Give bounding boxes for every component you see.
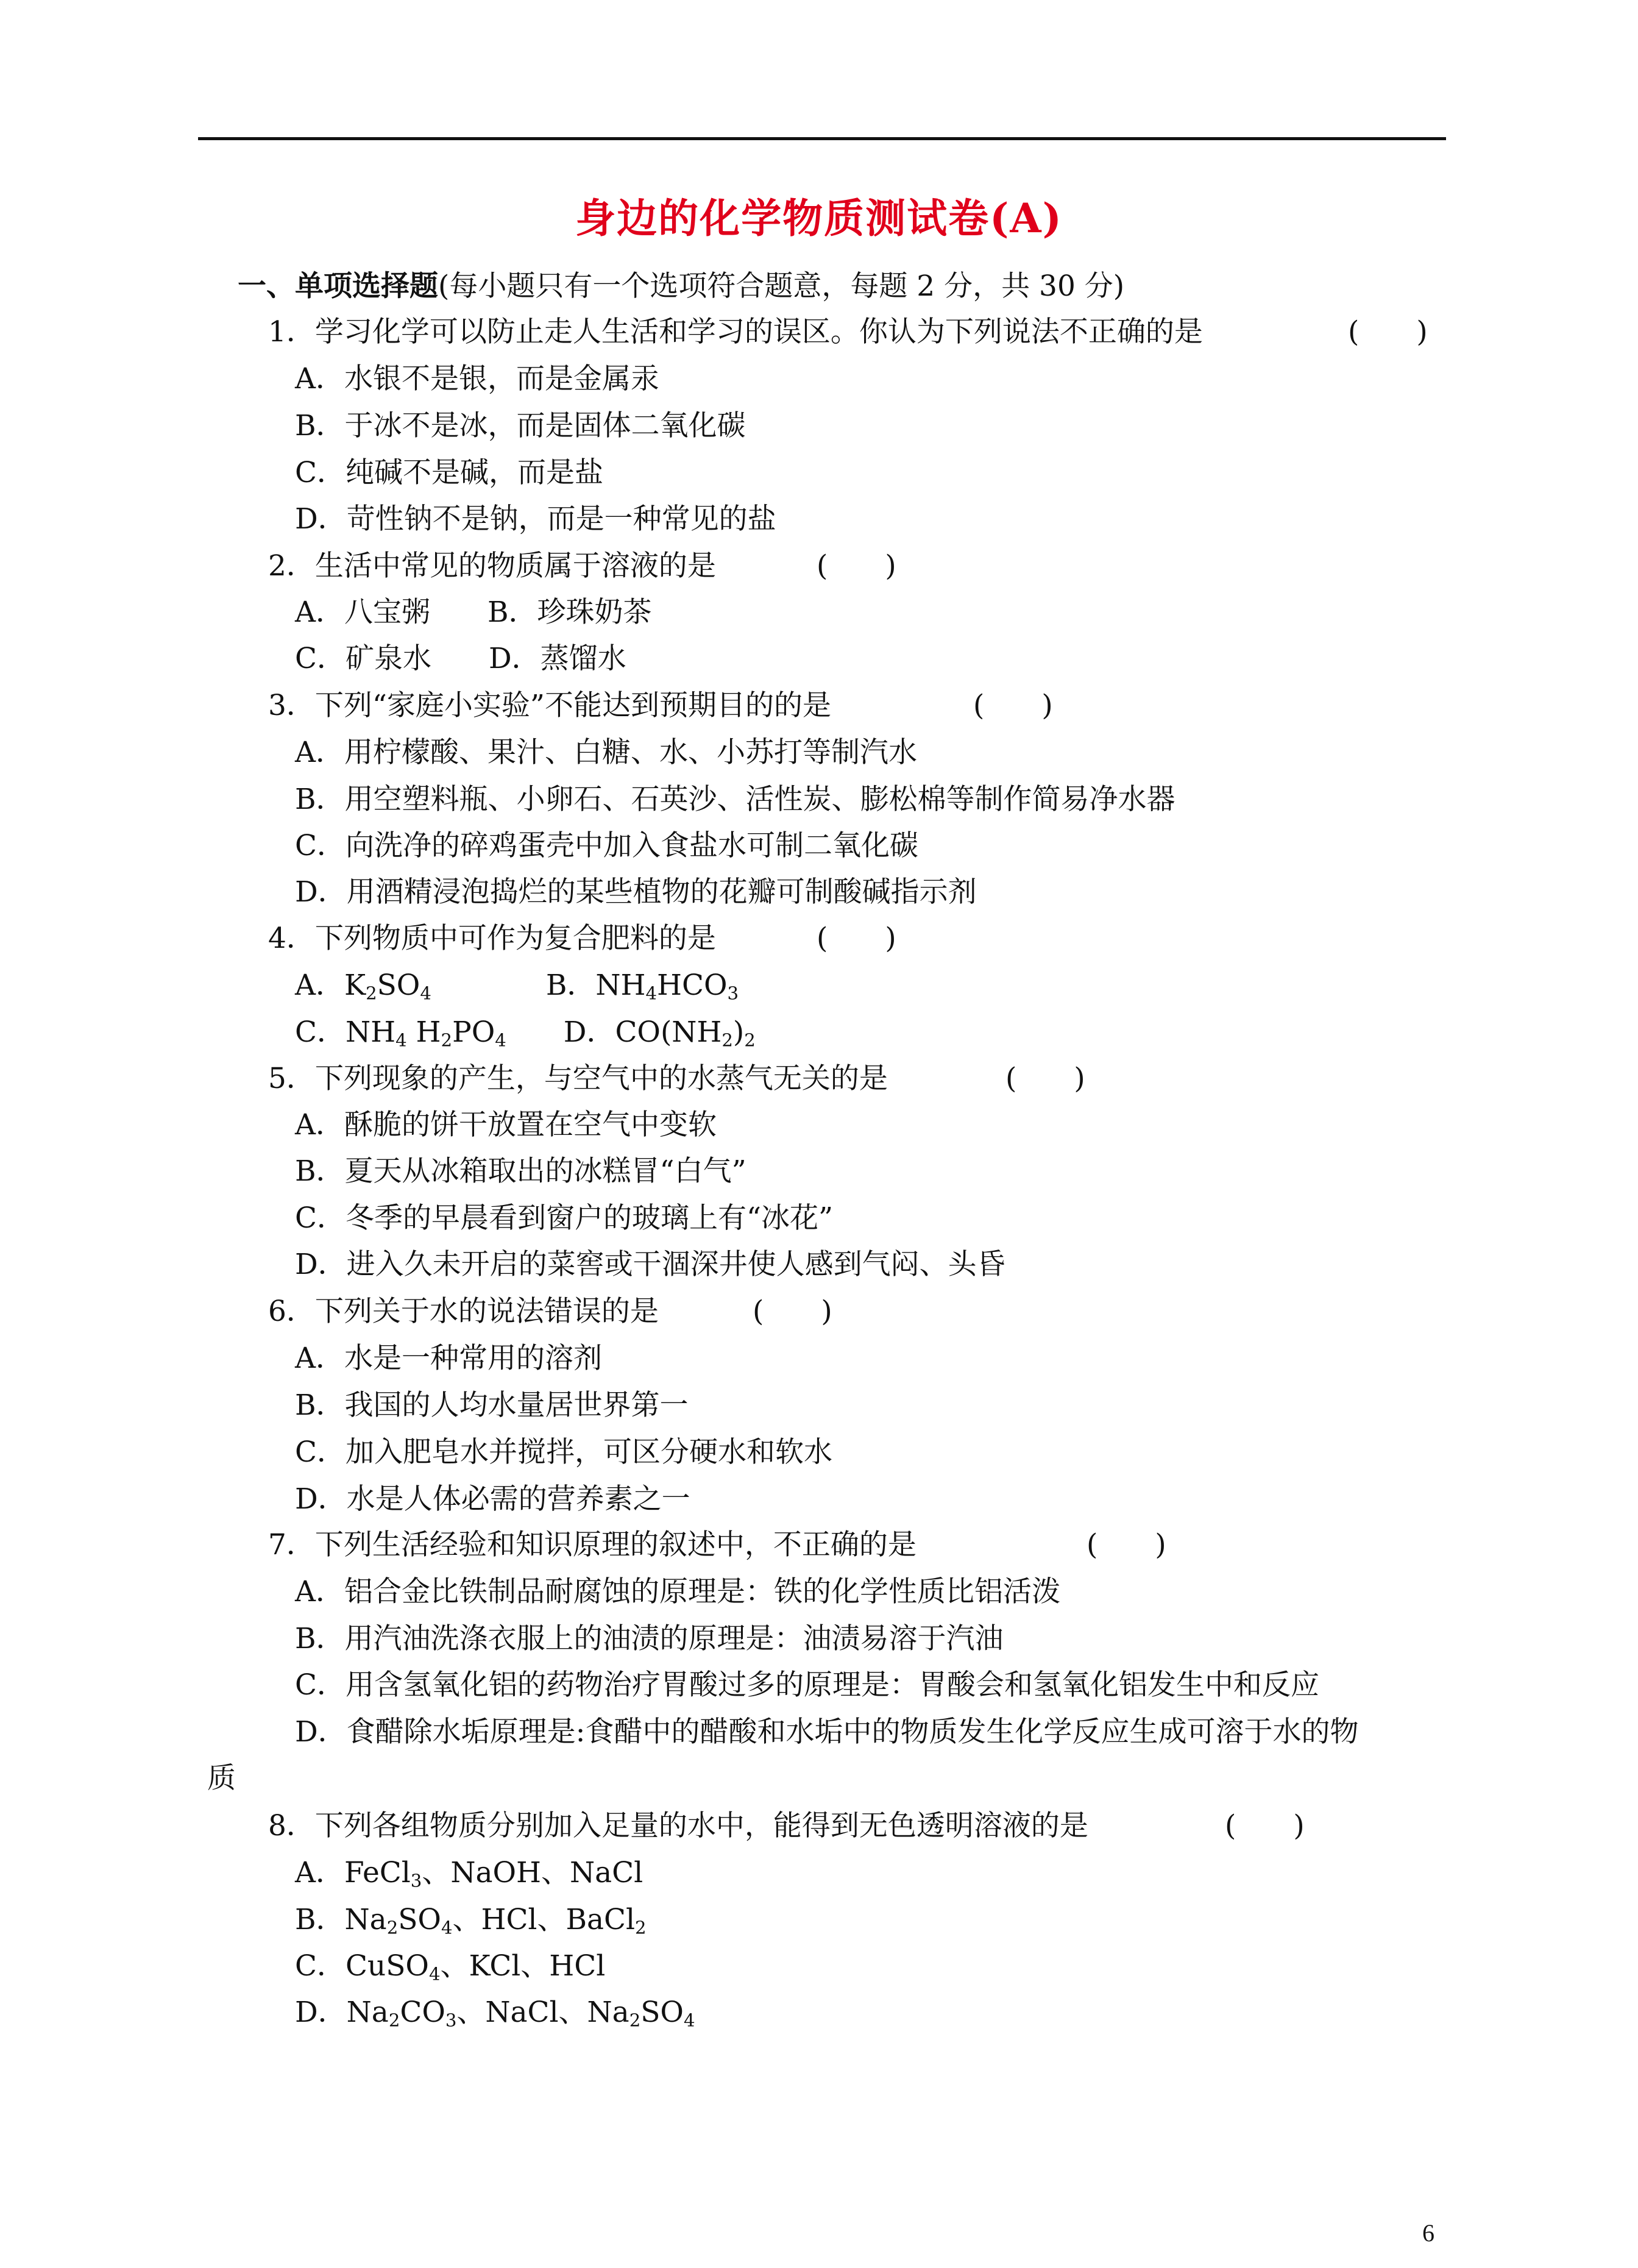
answer-blank-6[interactable]: ( ) [753, 1295, 832, 1328]
option-7d-continuation: 质 [207, 1761, 236, 1795]
option-7d: D．食醋除水垢原理是:食醋中的醋酸和水垢中的物质发生化学反应生成可溶于水的物 [295, 1715, 1359, 1749]
section-label: 一、单项选择题 [238, 269, 438, 303]
option-7c: C．用含氢氧化铝的药物治疗胃酸过多的原理是：胃酸会和氢氧化铝发生中和反应 [295, 1668, 1319, 1702]
answer-blank-7[interactable]: ( ) [1087, 1528, 1166, 1562]
question-6-stem: 6．下列关于水的说法错误的是 [268, 1295, 659, 1328]
option-5a: A．酥脆的饼干放置在空气中变软 [295, 1108, 717, 1142]
question-7-stem: 7．下列生活经验和知识原理的叙述中，不正确的是 [268, 1528, 916, 1562]
question-1-stem: 1．学习化学可以防止走人生活和学习的误区。你认为下列说法不正确的是 [268, 315, 1203, 349]
option-3d: D．用酒精浸泡捣烂的某些植物的花瓣可制酸碱指示剂 [295, 875, 977, 909]
question-5-stem: 5．下列现象的产生，与空气中的水蒸气无关的是 [268, 1062, 888, 1095]
option-6a: A．水是一种常用的溶剂 [295, 1342, 602, 1375]
option-6b: B．我国的人均水量居世界第一 [295, 1388, 689, 1422]
option-8d: D．$Na_2CO_3$、NaCl、$Na_2SO_4$ [295, 1996, 695, 2031]
option-1d: D．苛性钠不是钠，而是一种常见的盐 [295, 502, 776, 536]
option-7a: A．铝合金比铁制品耐腐蚀的原理是：铁的化学性质比铝活泼 [295, 1575, 1060, 1609]
option-4ab: A．$K_2SO_4$ B．$NH_4HCO_3$ [295, 969, 739, 1004]
option-1c: C．纯碱不是碱，而是盐 [295, 456, 603, 489]
question-3-stem: 3．下列“家庭小实验”不能达到预期目的的是 [268, 689, 831, 722]
option-3b: B．用空塑料瓶、小卵石、石英沙、活性炭、膨松棉等制作简易净水器 [295, 783, 1175, 816]
answer-blank-8[interactable]: ( ) [1225, 1809, 1305, 1843]
option-6d: D．水是人体必需的营养素之一 [295, 1482, 690, 1516]
option-3c: C．向洗净的碎鸡蛋壳中加入食盐水可制二氧化碳 [295, 829, 918, 862]
header-rule [198, 137, 1446, 140]
page-title: 身边的化学物质测试卷(A) [575, 194, 1063, 242]
answer-blank-3[interactable]: ( ) [973, 689, 1053, 722]
question-8-stem: 8．下列各组物质分别加入足量的水中，能得到无色透明溶液的是 [268, 1809, 1088, 1843]
option-7b: B．用汽油洗涤衣服上的油渍的原理是：油渍易溶于汽油 [295, 1622, 1004, 1655]
option-8a: A．FeCl$_3$、NaOH、NaCl [295, 1856, 644, 1891]
option-6c: C．加入肥皂水并搅拌，可区分硬水和软水 [295, 1435, 832, 1469]
question-4-stem: 4．下列物质中可作为复合肥料的是 [268, 922, 716, 955]
answer-blank-1[interactable]: ( ) [1348, 315, 1428, 349]
section-note: (每小题只有一个选项符合题意，每题 2 分，共 30 分) [438, 269, 1125, 303]
option-5c: C．冬季的早晨看到窗户的玻璃上有“冰花” [295, 1201, 834, 1235]
option-2cd: C．矿泉水 D．蒸馏水 [295, 642, 626, 675]
option-3a: A．用柠檬酸、果汁、白糖、水、小苏打等制汽水 [295, 736, 917, 769]
answer-blank-2[interactable]: ( ) [817, 549, 896, 583]
option-8c: C．CuSO$_4$、KCl、HCl [295, 1949, 606, 1985]
answer-blank-5[interactable]: ( ) [1005, 1062, 1085, 1095]
option-1a: A．水银不是银，而是金属汞 [295, 362, 659, 396]
option-2ab: A．八宝粥 B．珍珠奶茶 [295, 595, 652, 629]
option-1b: B．于冰不是冰，而是固体二氧化碳 [295, 409, 746, 443]
option-5b: B．夏天从冰箱取出的冰糕冒“白气” [295, 1154, 746, 1188]
question-2-stem: 2．生活中常见的物质属于溶液的是 [268, 549, 716, 583]
option-4cd: C．$NH_4$ $H_2PO_4$ D．$CO(NH_2)_2$ [295, 1015, 756, 1051]
option-5d: D．进入久未开启的菜窖或干涸深井使人感到气闷、头昏 [295, 1248, 1005, 1281]
answer-blank-4[interactable]: ( ) [817, 922, 896, 955]
option-8b: B．$Na_2SO_4$、HCl、BaCl$_2$ [295, 1903, 647, 1938]
section-heading [238, 268, 1124, 305]
page-number: 6 [1422, 2219, 1434, 2247]
